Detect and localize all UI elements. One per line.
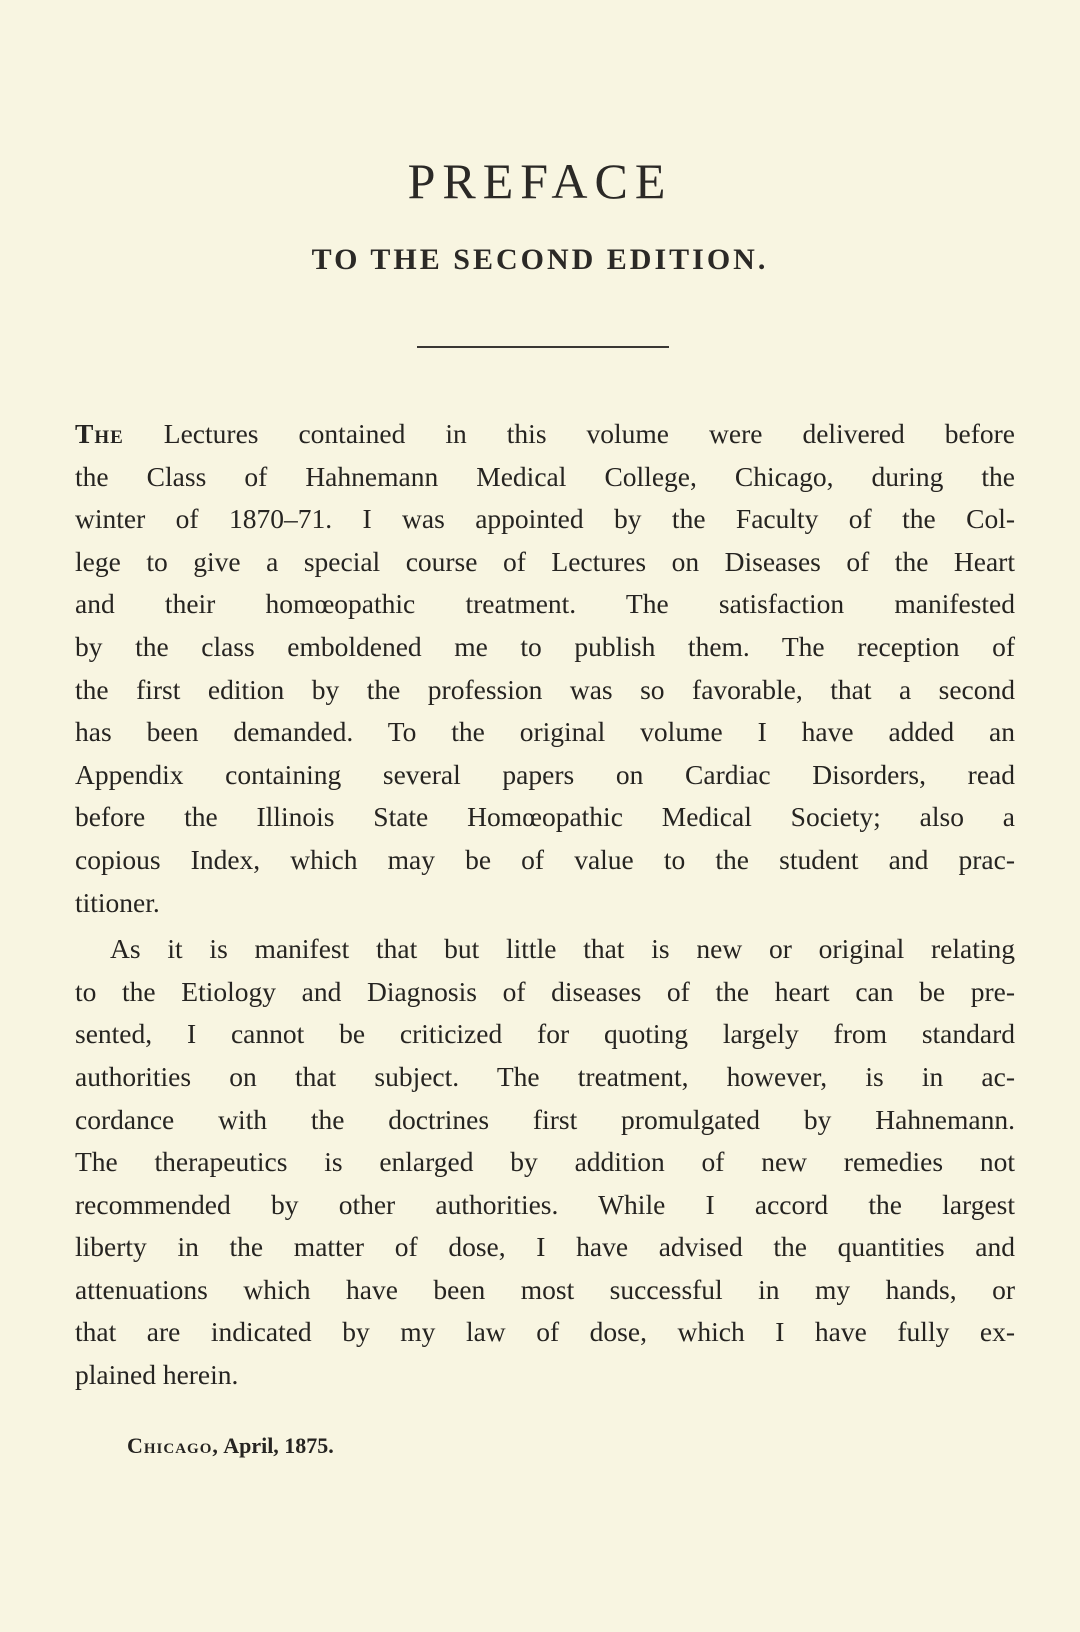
text-line: As it is manifest that but little that is new or original relating: [110, 933, 1015, 965]
signature-dateline: [127, 1433, 334, 1459]
text-line: sented, I cannot be criticized for quoting largely from standard: [75, 1018, 1015, 1050]
text-line: and their homœopathic treatment. The satisfaction manifested: [75, 588, 1015, 620]
page-title: PREFACE: [407, 153, 673, 209]
text-line: titioner.: [75, 886, 160, 918]
paragraph-1: [75, 413, 1015, 924]
paragraph-2: [75, 928, 1015, 1397]
lead-word: The: [75, 418, 124, 449]
text-line: the first edition by the profession was so favorable, that a second: [75, 673, 1015, 705]
signature-date: April, 1875.: [218, 1433, 334, 1458]
text-line: cordance with the doctrines first promulgated by Hahnemann.: [75, 1103, 1015, 1135]
text-line: by the class emboldened me to publish them. The reception of: [75, 630, 1015, 662]
divider-rule: [417, 346, 669, 348]
text-line: the Class of Hahnemann Medical College, Chicago, during the: [75, 460, 1015, 492]
text-line: attenuations which have been most successful in my hands, or: [75, 1273, 1015, 1305]
text-line: plained herein.: [75, 1359, 239, 1391]
text-line: winter of 1870–71. I was appointed by the Faculty of the Col-: [75, 503, 1015, 535]
preface-body: [75, 413, 1015, 1397]
text-line: The therapeutics is enlarged by addition of new remedies not: [75, 1146, 1015, 1178]
text-line: Appendix containing several papers on Cardiac Disorders, read: [75, 758, 1015, 790]
text-line: before the Illinois State Homœopathic Medical Society; also a: [75, 801, 1015, 833]
text-line: authorities on that subject. The treatment, however, is in ac-: [75, 1060, 1015, 1092]
text-line: copious Index, which may be of value to the student and prac-: [75, 843, 1015, 875]
text-line: The Lectures contained in this volume were delivered before: [75, 418, 1015, 449]
text-line: that are indicated by my law of dose, which I have fully ex-: [75, 1316, 1015, 1348]
text-line: lege to give a special course of Lectures on Diseases of the Heart: [75, 545, 1015, 577]
text-line: has been demanded. To the original volume I have added an: [75, 716, 1015, 748]
text-line: to the Etiology and Diagnosis of diseases of the heart can be pre-: [75, 975, 1015, 1007]
text-line: liberty in the matter of dose, I have advised the quantities and: [75, 1231, 1015, 1263]
text-line: recommended by other authorities. While I accord the largest: [75, 1188, 1015, 1220]
signature-city: Chicago,: [127, 1433, 219, 1458]
page-subtitle: TO THE SECOND EDITION.: [311, 243, 769, 276]
